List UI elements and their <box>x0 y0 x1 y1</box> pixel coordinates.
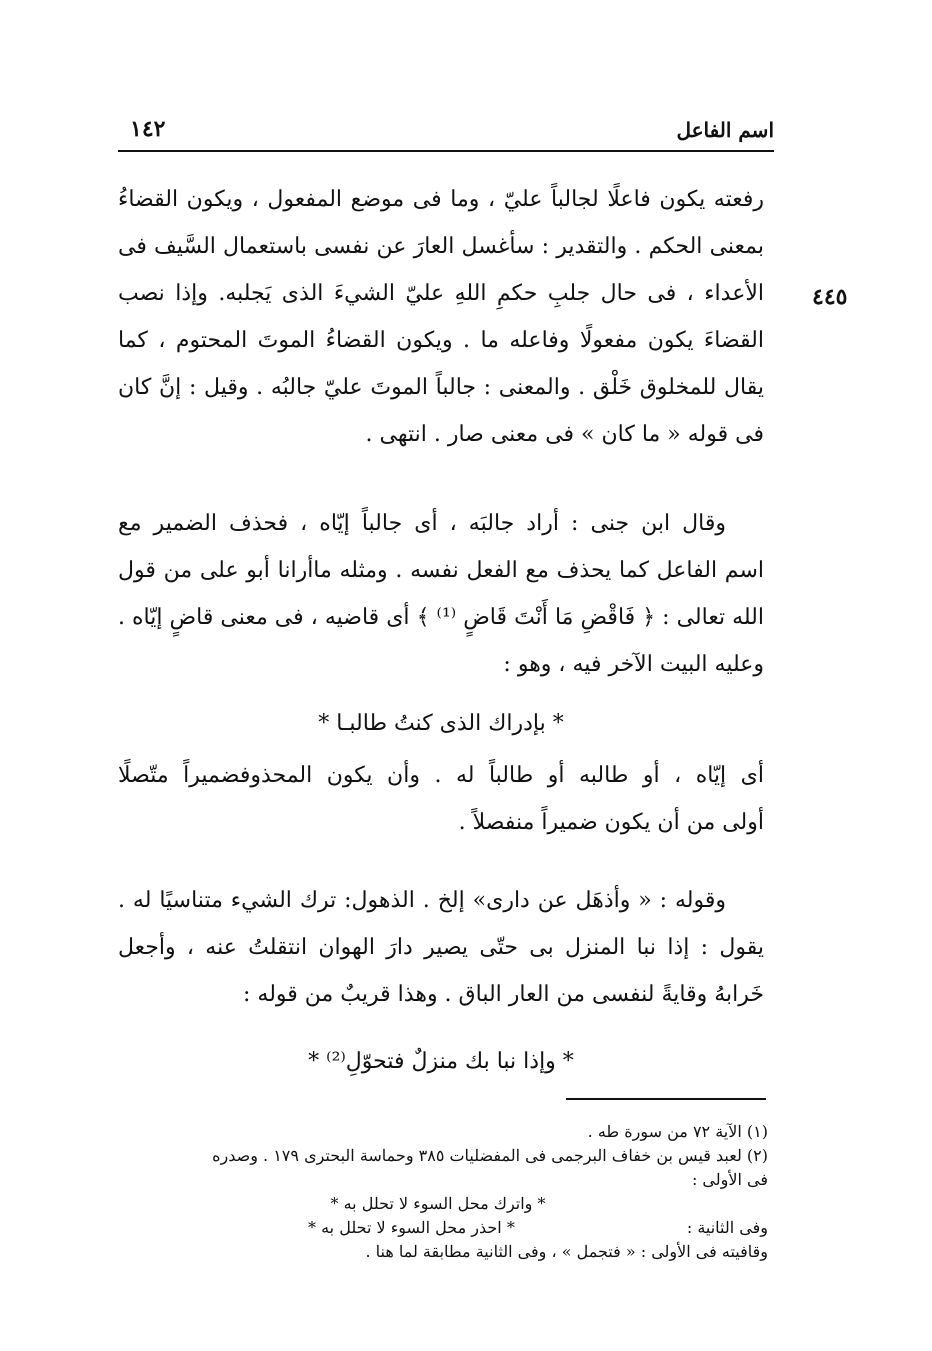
text-line: وقوله : « وأذهَل عن دارى» إلخ . الذهول: ترك الشيء متناسيًا له . <box>118 888 726 913</box>
footnote-rule <box>566 1098 766 1100</box>
paragraph-3 <box>118 752 764 846</box>
margin-number: ٤٤٥ <box>812 284 848 310</box>
text-line: يقول : إذا نبا المنزل بى حتّى يصير دارَ الهوان انتقلتُ عنه ، وأجعل <box>118 935 764 960</box>
verse-line: * بإدراك الذى كنتُ طالبـا * <box>318 711 564 736</box>
text-line: أولى من أن يكون ضميراً منفصلاً . <box>458 810 764 835</box>
header-rule <box>118 150 774 152</box>
page-number: ١٤٢ <box>130 116 166 142</box>
text-line: خَرابهُ وقايةً لنفسى من العار الباق . وهذا قريبٌ من قوله : <box>243 982 764 1007</box>
text-line: وقال ابن جنى : أراد جالبَه ، أى جالباً إيّاه ، فحذف الضمير مع <box>118 511 726 536</box>
verse-line: * وإذا نبا بك منزلٌ فتحوّلِ⁽²⁾ * <box>308 1049 574 1074</box>
footnote-2-verse: * احذر محل السوء لا تحلل به * <box>308 1218 515 1237</box>
page-title: اسم الفاعل <box>676 118 774 142</box>
footnote-2-line: وقافيته فى الأولى : « فتجمل » ، وفى الثانية مطابقة لما هنا . <box>365 1242 768 1261</box>
text-line: يقال للمخلوق خَلْق . والمعنى : جالباً الموتَ عليّ جالبُه . وقيل : إنَّ كان <box>118 375 764 400</box>
footnote-2-row <box>108 1216 768 1240</box>
text-line: وعليه البيت الآخر فيه ، وهو : <box>503 652 764 677</box>
footnote-2-line: فى الأولى : <box>691 1170 768 1189</box>
footnote-2-verse: * واترك محل السوء لا تحلل به * <box>330 1194 546 1213</box>
text-line: رفعته يكون فاعلًا لجالباً عليّ ، وما فى موضع المفعول ، ويكون القضاءُ <box>118 187 764 212</box>
footnote-1: (١) الآية ٧٢ من سورة طه . <box>587 1122 768 1141</box>
paragraph-2 <box>118 500 764 688</box>
text-line: الأعداء ، فى حال جلبِ حكمِ اللهِ عليّ الشيءَ الذى يَجلبه. وإذا نصب <box>118 281 764 306</box>
text-line: القضاءَ يكون مفعولًا وفاعله ما . ويكون القضاءُ الموتَ المحتوم ، كما <box>118 328 764 353</box>
paragraph-1 <box>118 176 764 458</box>
page-header <box>118 112 774 152</box>
text-line: أى إيّاه ، أو طالبه أو طالباً له . وأن يكون المحذوفضميراً متّصلًا <box>118 763 764 788</box>
footnotes <box>108 1120 768 1264</box>
text-line: فى قوله « ما كان » فى معنى صار . انتهى . <box>365 422 764 447</box>
verse-1 <box>118 700 764 747</box>
paragraph-4 <box>118 877 764 1018</box>
verse-2 <box>118 1038 764 1085</box>
text-line: بمعنى الحكم . والتقدير : سأغسل العارَ عن نفسى باستعمال السَّيف فى <box>118 234 764 259</box>
text-line: اسم الفاعل كما يحذف مع الفعل نفسه . ومثله ماأرانا أبو على من قول <box>118 558 764 583</box>
footnote-2-label: وفى الثانية : <box>686 1218 768 1237</box>
text-line: الله تعالى : ﴿ فَاقْضِ مَا أَنْتَ قَاضٍ ⁽¹⁾ ﴾ أى قاضيه ، فى معنى قاضٍ إيّاه . <box>118 605 764 630</box>
footnote-2-line: (٢) لعبد قيس بن خفاف البرجمى فى المفضليات ٣٨٥ وحماسة البحترى ١٧٩ . وصدره <box>212 1146 768 1165</box>
